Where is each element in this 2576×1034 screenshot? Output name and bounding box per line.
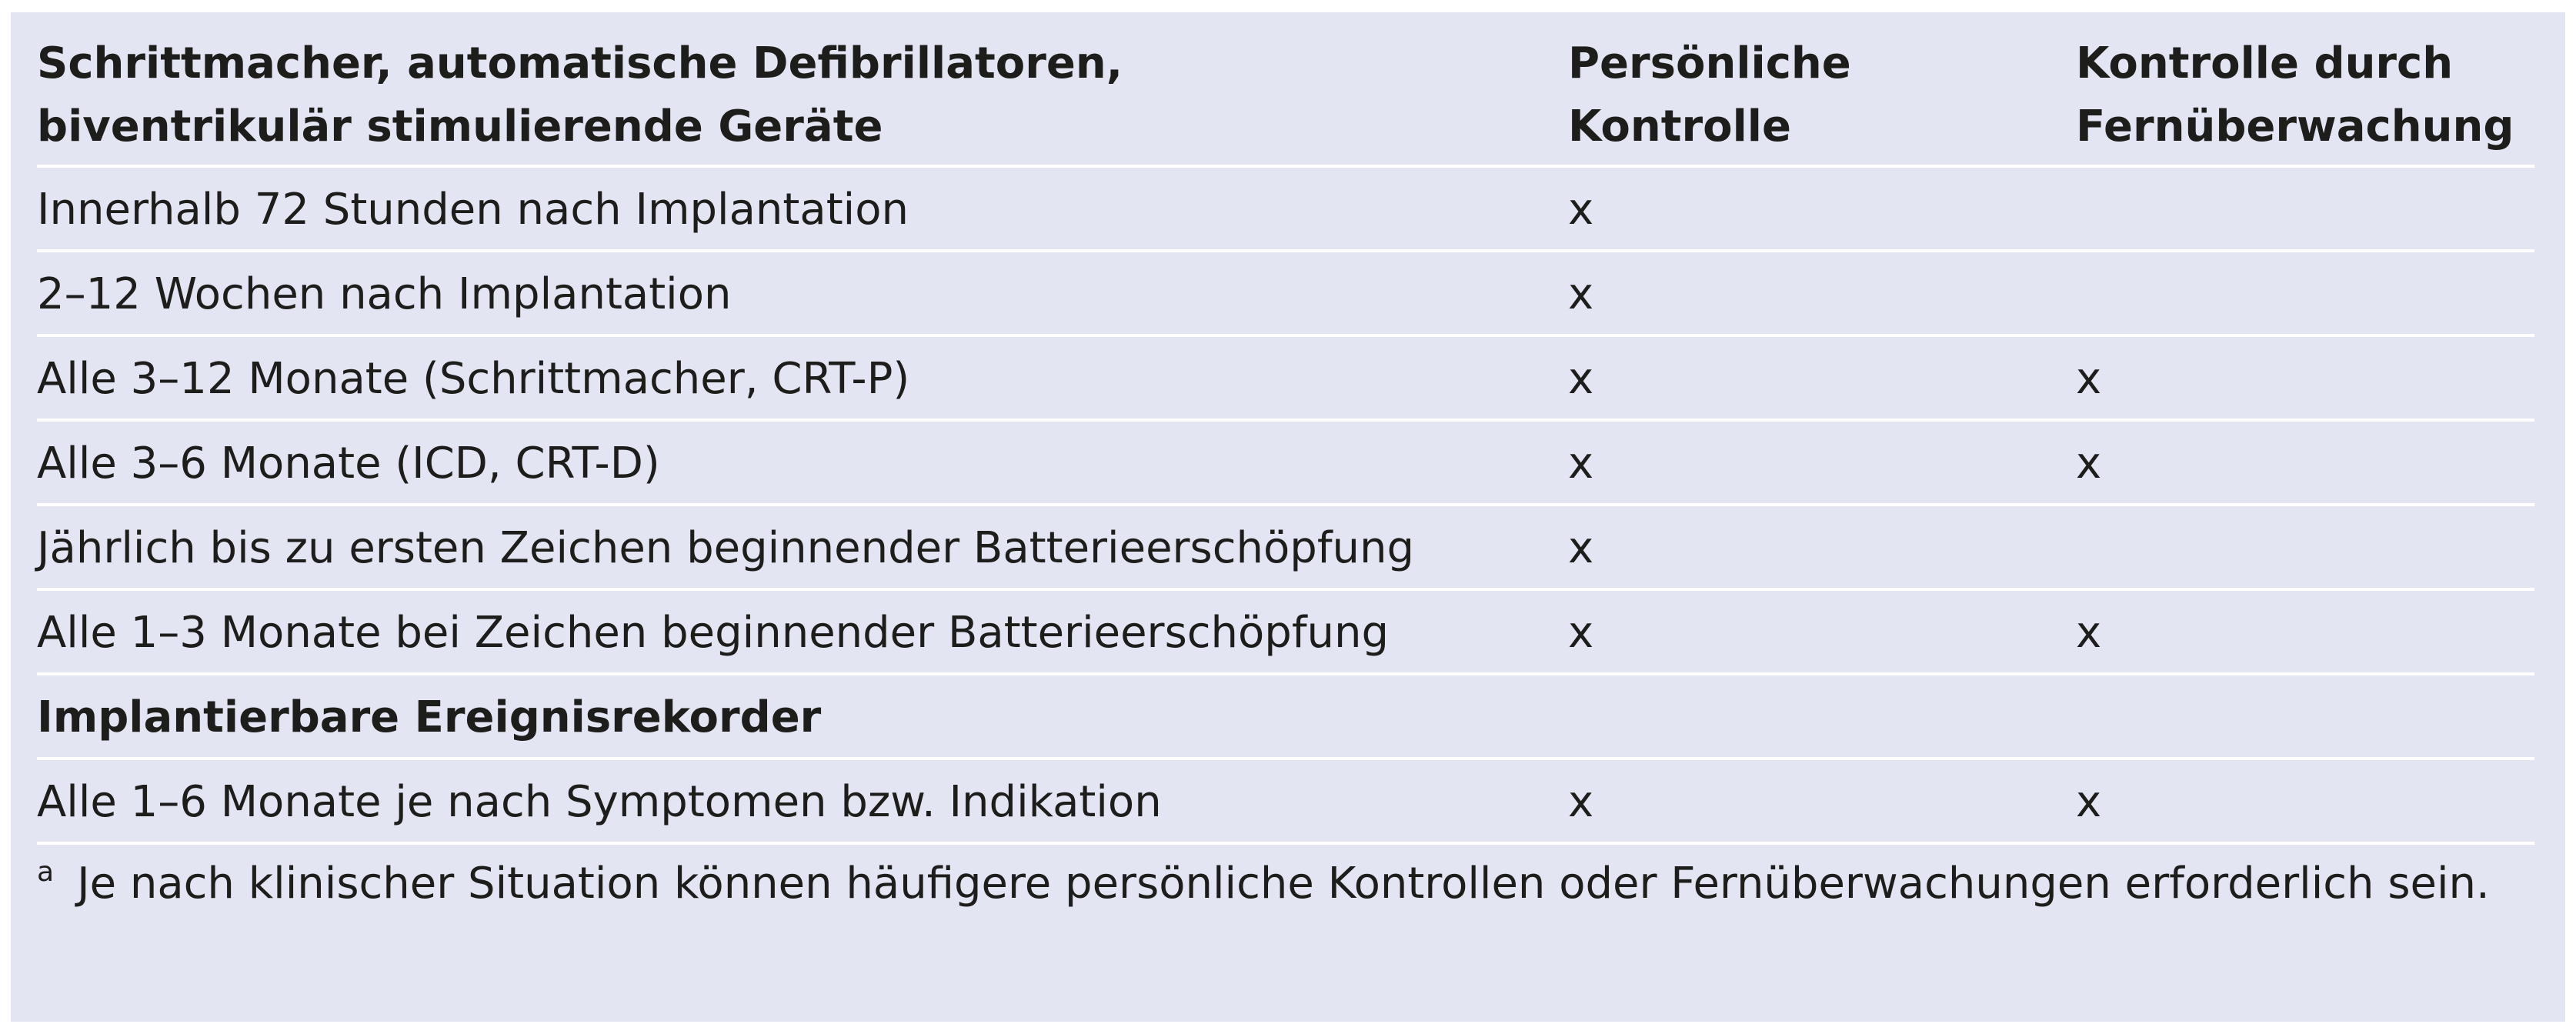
header-personal-check: Persönliche Kontrolle bbox=[1568, 38, 1851, 152]
row-label: Alle 3–12 Monate (Schrittmacher, CRT-P) bbox=[37, 354, 910, 404]
row-label: Alle 1–3 Monate bei Zeichen beginnender Batterieerschöpfung bbox=[37, 608, 1390, 658]
row-label: Innerhalb 72 Stunden nach Implantation bbox=[37, 185, 909, 235]
table-footnote bbox=[37, 852, 2534, 916]
remote-check-mark: x bbox=[2076, 354, 2102, 404]
row-label: Alle 1–6 Monate je nach Symptomen bzw. Indikation bbox=[37, 777, 1162, 827]
personal-check-mark: x bbox=[1568, 185, 1594, 235]
header-remote-monitoring: Kontrolle durch Fernüberwachung bbox=[2076, 38, 2514, 152]
personal-check-mark: x bbox=[1568, 523, 1594, 573]
remote-check-mark: x bbox=[2076, 608, 2102, 658]
table-row bbox=[37, 506, 2534, 591]
table-row bbox=[37, 591, 2534, 675]
section-header-row bbox=[37, 675, 2534, 760]
table-header-row bbox=[37, 12, 2534, 168]
header-device-type: Schrittmacher, automatische Defibrillatoren, biventrikulär stimulierende Geräte bbox=[37, 38, 1123, 152]
personal-check-mark: x bbox=[1568, 269, 1594, 319]
personal-check-mark: x bbox=[1568, 439, 1594, 489]
table-panel bbox=[11, 12, 2565, 1022]
table-row bbox=[37, 168, 2534, 252]
row-label: Alle 3–6 Monate (ICD, CRT-D) bbox=[37, 439, 660, 489]
row-label: 2–12 Wochen nach Implantation bbox=[37, 269, 732, 319]
table-row bbox=[37, 760, 2534, 845]
personal-check-mark: x bbox=[1568, 777, 1594, 827]
table-row bbox=[37, 252, 2534, 337]
personal-check-mark: x bbox=[1568, 608, 1594, 658]
footnote-marker: a bbox=[37, 856, 55, 888]
section-title: Implantierbare Ereignisrekorder bbox=[37, 692, 822, 742]
table-row bbox=[37, 337, 2534, 422]
footnote-text: Je nach klinischer Situation können häufigere persönliche Kontrollen oder Fernüberwachungen erforderlich sein. bbox=[77, 859, 2490, 909]
remote-check-mark: x bbox=[2076, 777, 2102, 827]
row-label: Jährlich bis zu ersten Zeichen beginnender Batterieerschöpfung bbox=[37, 523, 1415, 573]
personal-check-mark: x bbox=[1568, 354, 1594, 404]
table-row bbox=[37, 422, 2534, 506]
remote-check-mark: x bbox=[2076, 439, 2102, 489]
follow-up-table bbox=[37, 12, 2534, 845]
